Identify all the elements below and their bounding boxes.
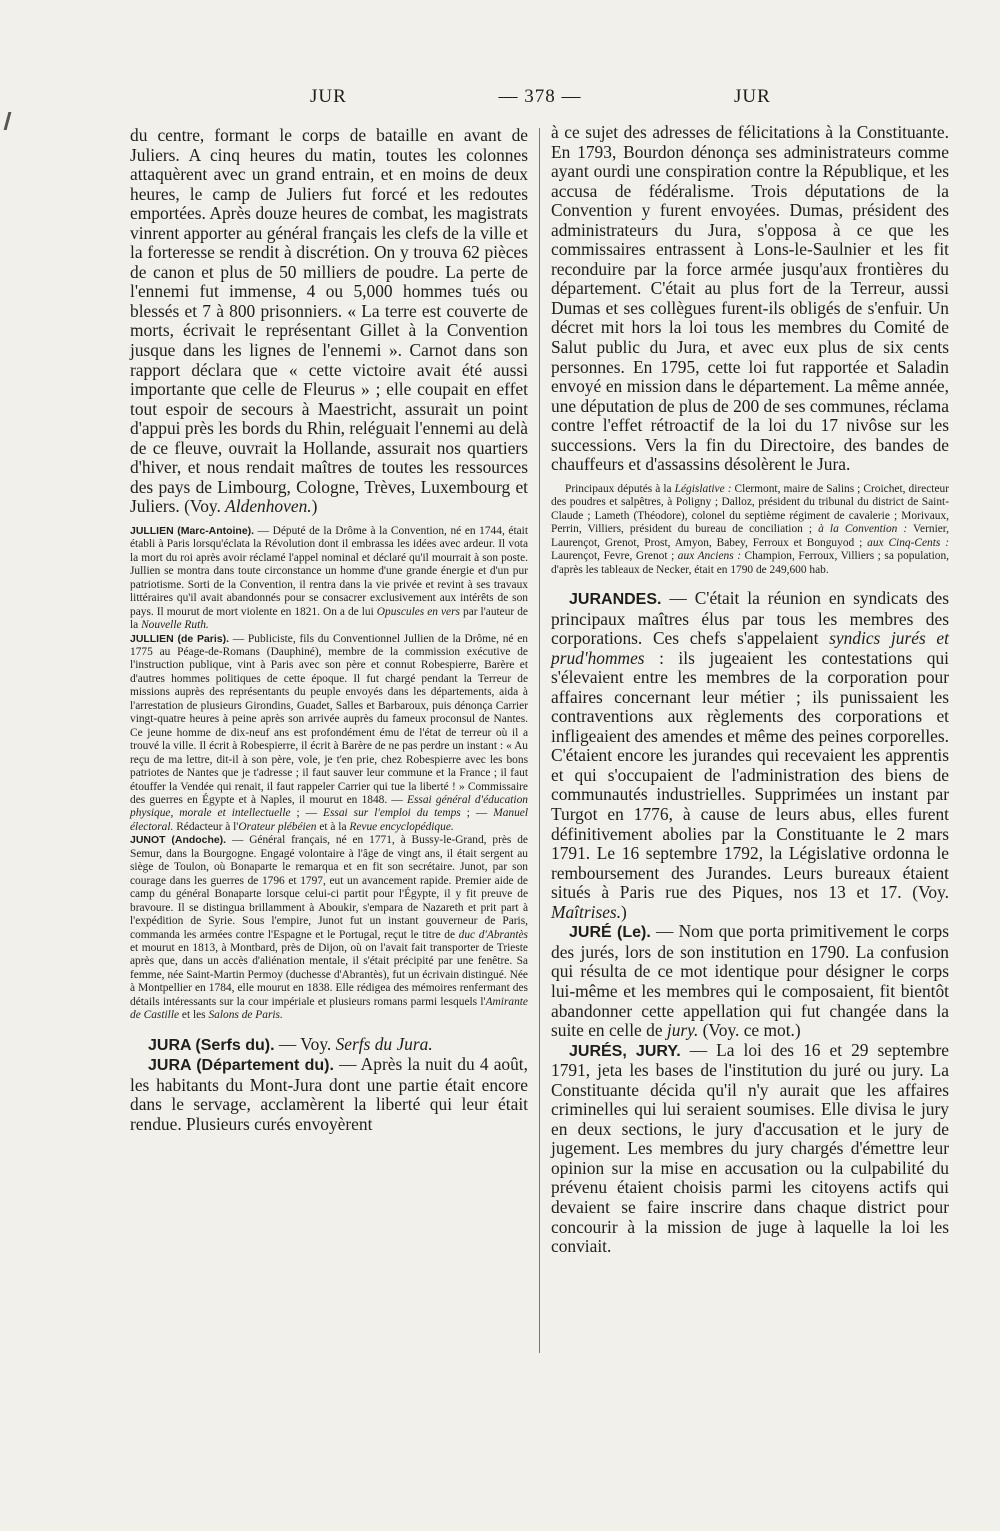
column-rule — [539, 128, 540, 1353]
header-right: JUR — [734, 86, 771, 107]
header-left: JUR — [310, 86, 347, 107]
entry-jurandes: JURANDES. — C'était la réunion en syndicats des principaux maîtres élus par tous les membres des corporations. Ces chefs s'appelaient syndics jurés et prud'hommes : ils jugeaient les contestations qui s'élevaient entre les membres de la corporation pour affaires concernant leur métier ; ils punissaient les contraventions aux règlements des corporations et infligeaient des amendes et même des peines corporelles. C'étaient encore les jurandes qui recevaient les apprentis et qui s'occupaient de l'administration des biens de communautés industrielles. Supprimées un instant par Turgot en 1776, à cause de leurs abus, elles furent définitivement abolies par la Constituante le 2 mars 1791. Le 16 septembre 1792, la Législative ordonna le remboursement des Jurandes. Leurs bureaux étaient situés à Paris rue des Piques, nos 13 et 17. (Voy. Maîtrises.) — [551, 588, 949, 922]
jura-continuation: à ce sujet des adresses de félicitations à la Constituante. En 1793, Bourdon dénonça ses administrateurs comme ayant ourdi une conspiration contre la République, et les accusa de fédéralisme. Trois députations de la Convention y furent envoyées. Dumas, président des administrateurs du Jura, s'opposa à ce que les commissaires entrassent à Lons-le-Saulnier et les fit reconduire par la force armée jusqu'aux frontières du département. C'était au plus fort de la Terreur, aussi Dumas et ses collègues furent-ils obligés de s'enfuir. Un décret mit hors la loi tous les membres du Comité de Salut public du Jura, et avec eux plus de six cents personnes. En 1795, cette loi fut rapportée et Saladin envoyé en mission dans le département. La même année, une députation de plus de 200 de ses communes, réclama contre l'effet rétroactif de la loi du 17 nivôse sur les successions. Vers la fin du Directoire, des bandes de chauffeurs et d'assassins désolèrent le Jura. — [551, 122, 949, 475]
entry-jullien-de-paris: JULLIEN (de Paris). — Publiciste, fils du Conventionnel Jullien de la Drôme, né en 1775 au Péage-de-Romans (Dauphiné), membre de la commission exécutive de l'instruction publique, vint à Paris avec son père et connut Robespierre, Barère et d'autres hommes politiques de cette époque. Il fut chargé pendant la Terreur de missions auprès des représentants du peuple envoyés dans les départements, aida à l'arrestation de plusieurs Girondins, Guadet, Salles et Barbaroux, puis dénonça Carrier vingt-quatre heures à peine après son arrivée auprès du fameux proconsul de Nantes. Ce jeune homme de dix-neuf ans est profondément ému de l'état de terreur où il a trouvé la ville. Il écrit à Robespierre, il écrit à Barère de ne pas perdre un instant : « Au reçu de ma lettre, dit-il à son père, vole, je t'en prie, chez Robespierre avec les bons patriotes de Nantes que je t'adresse ; il faut sauver leur commune et la France ; il faut étouffer la Vendée qui renait, il faut rappeler Carrier qui tue la liberté ! » Commissaire des guerres en Égypte et à Naples, il mourut en 1848. — Essai général d'éducation physique, morale et intellectuelle ; — Essai sur l'emploi du temps ; — Manuel électoral. Rédacteur à l'Orateur plébéien et à la Revue encyclopédique. — [130, 632, 528, 833]
entry-jura-serfs: JURA (Serfs du). — Voy. Serfs du Jura. — [148, 1033, 433, 1054]
right-column — [551, 123, 949, 1257]
left-column — [130, 126, 528, 1134]
aldenhoven-continuation: du centre, formant le corps de bataille en avant de Juliers. A cinq heures du matin, toutes les colonnes attaquèrent avec un grand entrain, et en moins de deux heures, le camp de Juliers fut forcé et les redoutes emportées. Après douze heures de combat, les magistrats vinrent apporter au général français les clefs de la ville et la forteresse se rendit à discrétion. On y trouva 62 pièces de canon et plus de 50 milliers de poudre. La perte de l'ennemi fut immense, 4 ou 5,000 hommes tués ou blessés et 7 à 800 prisonniers. « La terre est couverte de morts, écrivait le représentant Gillet à la Convention jusque dans les lignes de l'ennemi ». Carnot dans son rapport déclara que « cette victoire avait été aussi importante que celle de Fleurus » ; elle coupait en effet tout espoir de secours à Maestricht, assurait un point d'appui près les bords du Rhin, reléguait l'ennemi au delà de ce fleuve, ouvrait la Hollande, assurait nos quartiers d'hiver, et nous rendait maîtres de toutes les ressources des pays de Limbourg, Cologne, Trèves, Luxembourg et Juliers. (Voy. Aldenhoven.) — [130, 125, 528, 517]
headword: JUNOT (Andoche). — [130, 835, 227, 847]
headword: JURA (Serfs du). — [148, 1036, 275, 1054]
entry-jura-departement: JURA (Département du). — Après la nuit du 4 août, les habitants du Mont-Jura dont une partie était encore dans le servage, acclamèrent la liberté qui leur était rendue. Plusieurs curés envoyèrent — [130, 1054, 528, 1134]
entry-jures-jury: JURÉS, JURY. — La loi des 16 et 29 septembre 1791, jeta les bases de l'institution du juré ou jury. La Constituante décida qu'il n'y aurait que les affaires criminelles qui lui seraient soumises. Elle divisa le jury en deux sections, le jury d'accusation et le jury de jugement. Les membres du jury chargés d'émettre leur opinion sur la mise en accusation ou la culpabilité du prévenu étaient choisis parmi les citoyens actifs qui devaient se faire inscrire dans chaque district pour concourir à la mission de juge à laquelle la loi les conviait. — [551, 1039, 949, 1257]
headword: JURÉ (Le). — [569, 924, 651, 942]
headword: JURANDES. — [569, 591, 662, 609]
entry-jullien-marc-antoine: JULLIEN (Marc-Antoine). — Député de la Drôme à la Convention, né en 1744, était établi à Paris lorsqu'éclata la Révolution dont il embrassa les idées avec ardeur. Il vota la mort du roi après avoir réclamé l'appel nominal et déclaré qu'il mourrait à son poste. Jullien se montra dans toute circonstance un homme d'une grande énergie et d'un pur patriotisme. Sorti de la Convention, il rentra dans la vie privée et revint à ses travaux littéraires qu'il avait abandonnés pour se consacrer exclusivement aux intérêts de son pays. Il mourut de mort violente en 1821. On a de lui Opuscules en vers par l'auteur de la Nouvelle Ruth. — [130, 524, 528, 632]
headword: JULLIEN (de Paris). — [130, 633, 229, 645]
headword: JURA (Département du). — [148, 1057, 334, 1075]
page-number: — 378 — — [498, 86, 582, 107]
running-header — [0, 86, 1000, 116]
headword: JURÉS, JURY. — [569, 1042, 681, 1060]
entry-jure: JURÉ (Le). — Nom que porta primitivement le corps des jurés, lors de son institution en 1790. La confusion qui résulta de ce mot identique pour désigner le corps lui-même et les membres qui le composaient, fit bientôt abandonner cette appellation qui fut changée dans la suite en celle de jury. (Voy. ce mot.) — [551, 921, 949, 1041]
jura-deputies-note: Principaux députés à la Législative : Clermont, maire de Salins ; Croichet, directeur des poudres et salpêtres, à Poligny ; Dalloz, président du tribunal du district de Saint-Claude ; Lameth (Théodore), colonel du septième régiment de cavalerie ; Morivaux, Perrin, Villiers, président du bureau de conciliation ; à la Convention : Vernier, Laurençot, Grenot, Prost, Amyon, Babey, Ferroux et Bonguyod ; aux Cinq-Cents : Laurençot, Fevre, Grenot ; aux Anciens : Champion, Ferroux, Villiers ; sa population, d'après les tableaux de Necker, était en 1790 de 249,600 hab. — [551, 482, 950, 576]
entry-junot: JUNOT (Andoche). — Général français, né en 1771, à Bussy-le-Grand, près de Semur, dans la Bourgogne. Engagé volontaire à l'âge de vingt ans, il était sergent au siège de Toulon, où Bonaparte le remarqua et en fit son secrétaire. Junot, par son courage dans les guerres de 1796 et 1797, eut un avancement rapide. Premier aide de camp du général Bonaparte lorsque celui-ci partit pour l'Égypte, il y fit preuve de bravoure. Il se distingua brillamment à Aboukir, s'empara de Nazareth et prit part à l'expédition de Syrie. Sous l'empire, Junot fut un instant gouverneur de Paris, commanda les armées contre l'Espagne et le Portugal, reçut le titre de duc d'Abrantès et mourut en 1813, à Montbard, près de Dijon, où on l'avait fait transporter de Trieste après que, dans un accès d'aliénation mentale, il s'était précipité par une fenêtre. Sa femme, née Saint-Martin Permoy (duchesse d'Abrantès), fut un écrivain distingué. Née à Montpellier en 1784, elle mourut en 1838. Elle rédigea des mémoires renfermant des détails intéressants sur la cour impériale et plusieurs romans parmi lesquels l'Amirante de Castille et les Salons de Paris. — [130, 834, 528, 1022]
headword: JULLIEN (Marc-Antoine). — [130, 525, 255, 537]
